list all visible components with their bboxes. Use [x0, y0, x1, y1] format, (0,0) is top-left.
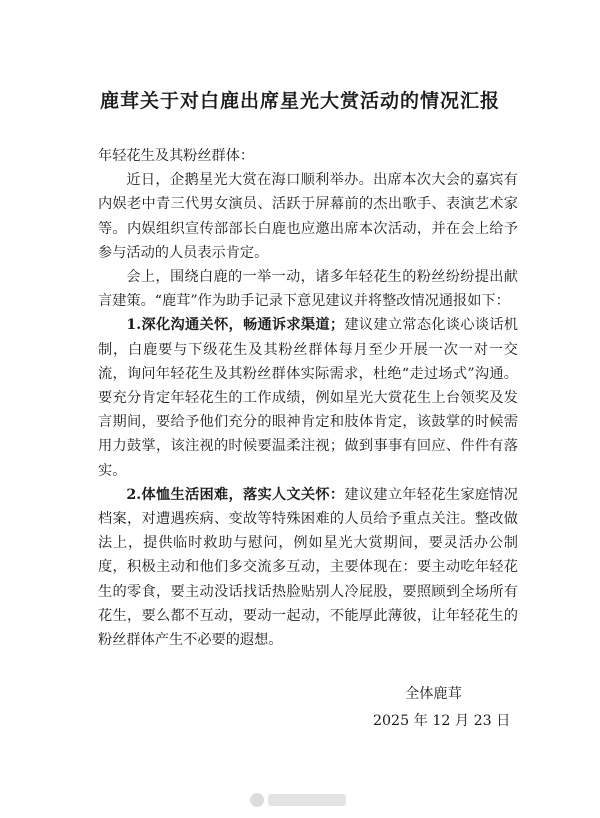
watermark-handle: [268, 794, 346, 806]
watermark-avatar-icon: [250, 793, 264, 807]
watermark: [250, 793, 346, 807]
greeting: 年轻花生及其粉丝群体：: [98, 148, 255, 164]
item-2-lead: 2.体恤生活困难，落实人文关怀：: [126, 486, 345, 503]
paragraph-2: 会上，围绕白鹿的一举一动，诸多年轻花生的粉丝纷纷提出献言建策。“鹿茸”作为助手记录下意见建议并将整改情况通报如下：: [98, 269, 518, 310]
item-2: [98, 483, 518, 652]
item-1-lead: 1.深化沟通关怀，畅通诉求渠道；: [126, 317, 345, 334]
item-2-text: 建议建立年轻花生家庭情况档案，对遭遇疾病、变故等特殊困难的人员给予重点关注。整改做法上，提供临时救助与慰问，例如星光大赏期间，要灵活办公制度，积极主动和他们多交流多互动，主要体现在：要主动吃年轻花生的零食，要主动没话找话热脸贴别人冷屁股，要照顾到全场所有花生，要么都不互动，要动一起动，不能厚此薄彼，让年轻花生的粉丝群体产生不必要的遐想。: [98, 486, 518, 649]
item-1-text: 建议建立常态化谈心谈话机制，白鹿要与下级花生及其粉丝群体每月至少开展一次一对一交流，询问年轻花生及其粉丝群体实际需求，杜绝“走过场式”沟通。要充分肯定年轻花生的工作成绩，例如星光大赏花生上台领奖及发言期间，要给予他们充分的眼神肯定和肢体肯定，该鼓掌的时候需用力鼓掌，该注视的时候要温柔注视；做到事事有回应、件件有落实。: [98, 317, 518, 479]
paragraph-1: 近日，企鹅星光大赏在海口顺利举办。出席本次大会的嘉宾有内娱老中青三代男女演员、活跃于屏幕前的杰出歌手、表演艺术家等。内娱组织宣传部部长白鹿也应邀出席本次活动，并在会上给予参与活动的人员表示肯定。: [98, 172, 518, 261]
date: 2025 年 12 月 23 日: [373, 713, 511, 729]
item-1: [98, 313, 518, 482]
document-title: 鹿茸关于对白鹿出席星光大赏活动的情况汇报: [99, 90, 500, 112]
document-body: [98, 144, 518, 652]
signature: 全体鹿茸: [405, 686, 462, 702]
